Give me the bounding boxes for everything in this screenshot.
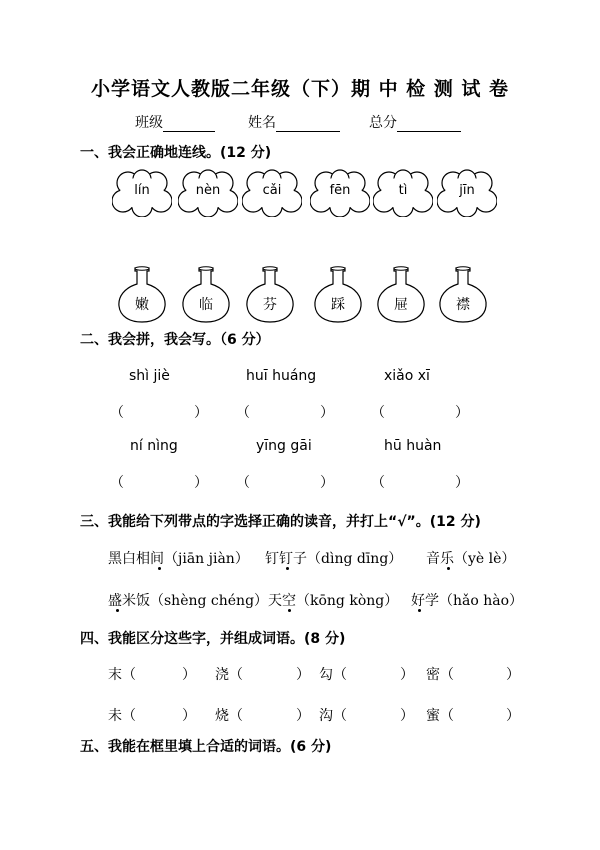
close-paren: ） [296,708,310,724]
vase-character-card[interactable] [375,266,427,324]
emphasis-dot [288,609,291,612]
choice-haoxue[interactable]: 好学（hǎo hào） [411,593,524,609]
word-mi2[interactable]: 蜜（ [426,708,454,724]
flower-pinyin-card[interactable] [437,169,497,217]
flower-pinyin-label: cǎi [262,183,282,198]
section4-heading: 四、我能区分这些字，并组成词语。(8 分) [80,631,346,647]
vase-character-label: 屉 [394,297,408,313]
choice-tiankong[interactable]: 天空（kōng kòng） [268,593,399,609]
emphasis-dot [158,567,161,570]
vase-character-card[interactable] [312,266,364,324]
answer-box[interactable]: （ ） [236,405,334,421]
word-shao[interactable]: 烧（ [215,708,243,724]
emphasis-dot [116,609,119,612]
answer-box[interactable]: （ ） [110,475,208,491]
answer-box[interactable]: （ ） [110,405,208,421]
choice-dingdingzi[interactable]: 钉钉子（dìng dīng） [265,551,403,567]
flower-pinyin-label: lín [134,183,150,198]
word-gou2[interactable]: 沟（ [319,708,347,724]
flower-pinyin-label: tì [398,183,408,198]
pinyin-yinggai: yīng gāi [256,438,312,454]
page-title: 小学语文人教版二年级（下）期 中 检 测 试 卷 [90,78,510,100]
word-gou[interactable]: 勾（ [319,667,347,683]
class-blank[interactable] [163,117,215,132]
word-wei[interactable]: 未（ [108,708,136,724]
answer-box[interactable]: （ ） [371,475,469,491]
flower-pinyin-card[interactable] [112,169,172,217]
score-blank[interactable] [397,117,461,132]
choice-heibaixiangjian[interactable]: 黑白相间（jiān jiàn） [108,551,249,567]
word-jiao[interactable]: 浇（ [215,667,243,683]
score-field[interactable] [369,112,461,132]
vase-character-label: 襟 [456,297,470,313]
choice-chengmifan[interactable]: 盛米饭（shèng chéng） [108,593,269,609]
section1-heading: 一、我会正确地连线。(12 分) [80,145,272,161]
emphasis-dot [418,609,421,612]
vase-character-card[interactable] [180,266,232,324]
flower-pinyin-label: nèn [195,183,221,198]
answer-box[interactable]: （ ） [371,405,469,421]
choice-yinyue[interactable]: 音乐（yè lè） [426,551,516,567]
answer-box[interactable]: （ ） [236,475,334,491]
emphasis-dot [286,567,289,570]
class-field[interactable] [135,112,215,132]
vase-character-label: 嫩 [135,297,149,313]
flower-pinyin-card[interactable] [373,169,433,217]
emphasis-dot [447,567,450,570]
close-paren: ） [296,667,310,683]
pinyin-xiaoxi: xiǎo xī [384,368,430,384]
vase-character-label: 踩 [331,297,345,313]
vase-character-card[interactable] [244,266,296,324]
flower-pinyin-label: jīn [459,183,475,198]
close-paren: ） [506,708,520,724]
flower-pinyin-card[interactable] [178,169,238,217]
close-paren: ） [182,708,196,724]
close-paren: ） [400,667,414,683]
flower-pinyin-label: fēn [329,183,351,198]
close-paren: ） [506,667,520,683]
vase-character-card[interactable] [116,266,168,324]
section2-heading: 二、我会拼，我会写。（6 分） [80,332,270,348]
section3-heading: 三、我能给下列带点的字选择正确的读音，并打上“√”。(12 分) [80,514,481,530]
word-mi[interactable]: 密（ [426,667,454,683]
flower-pinyin-card[interactable] [310,169,370,217]
pinyin-shijie: shì jiè [129,368,170,384]
word-mo[interactable]: 末（ [108,667,136,683]
pinyin-huhuan: hū huàn [384,438,442,454]
pinyin-huihuang: huī huáng [246,368,317,384]
close-paren: ） [400,708,414,724]
close-paren: ） [182,667,196,683]
section5-heading: 五、我能在框里填上合适的词语。(6 分) [80,739,332,755]
vase-character-card[interactable] [437,266,489,324]
vase-character-label: 临 [199,297,213,313]
name-field[interactable] [248,112,340,132]
flower-pinyin-card[interactable] [242,169,302,217]
class-label: 班级 [135,115,163,131]
name-label: 姓名 [248,115,276,131]
name-blank[interactable] [276,117,340,132]
vase-character-label: 芬 [263,297,277,313]
pinyin-ning: ní nìng [130,438,178,454]
score-label: 总分 [369,115,397,131]
